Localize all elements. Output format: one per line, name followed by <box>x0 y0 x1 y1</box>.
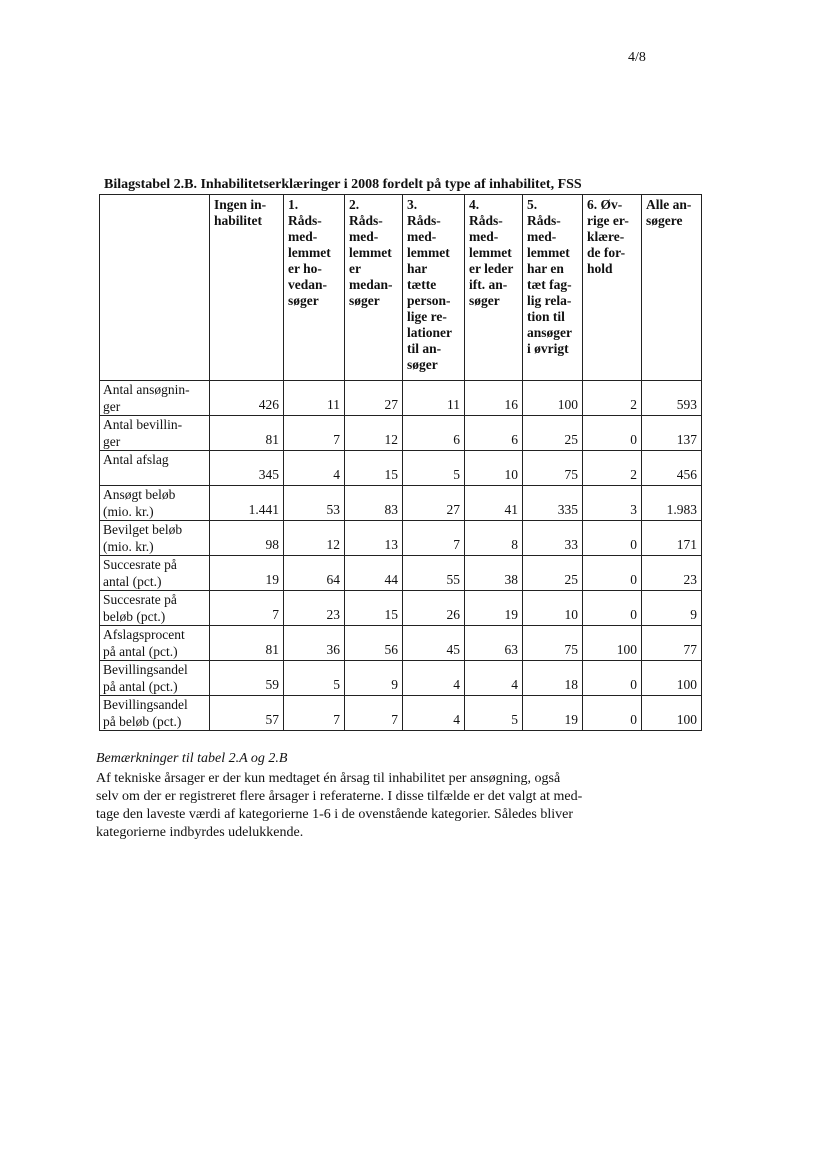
table-cell: 56 <box>345 626 403 661</box>
table-cell: 12 <box>284 521 345 556</box>
row-label: Antal ansøgnin- ger <box>100 381 210 416</box>
table-cell: 53 <box>284 486 345 521</box>
table-cell: 10 <box>523 591 583 626</box>
table-cell: 81 <box>210 626 284 661</box>
table-cell: 26 <box>403 591 465 626</box>
column-header: 1. Råds- med- lemmet er ho- vedan- søger <box>284 195 345 381</box>
table-cell: 4 <box>284 451 345 486</box>
table-cell: 57 <box>210 696 284 731</box>
column-header: 5. Råds- med- lemmet har en tæt fag- lig rela- tion til ansøger i øvrigt <box>523 195 583 381</box>
table-cell: 1.983 <box>642 486 702 521</box>
table-cell: 2 <box>583 451 642 486</box>
table-cell: 3 <box>583 486 642 521</box>
table-cell: 16 <box>465 381 523 416</box>
table-cell: 55 <box>403 556 465 591</box>
table-cell: 18 <box>523 661 583 696</box>
table-cell: 41 <box>465 486 523 521</box>
table-cell: 44 <box>345 556 403 591</box>
table-cell: 13 <box>345 521 403 556</box>
table-cell: 9 <box>345 661 403 696</box>
table-cell: 75 <box>523 626 583 661</box>
table-row <box>100 661 702 696</box>
notes-title: Bemærkninger til tabel 2.A og 2.B <box>96 751 288 766</box>
table-cell: 4 <box>465 661 523 696</box>
table-cell: 11 <box>284 381 345 416</box>
table-cell: 8 <box>465 521 523 556</box>
table-cell: 7 <box>284 416 345 451</box>
table-cell: 6 <box>403 416 465 451</box>
table-cell: 19 <box>523 696 583 731</box>
column-header: 4. Råds- med- lemmet er leder ift. an- søger <box>465 195 523 381</box>
table-cell: 7 <box>284 696 345 731</box>
table-cell: 100 <box>583 626 642 661</box>
corner-cell <box>100 195 210 381</box>
table-cell: 23 <box>642 556 702 591</box>
table-cell: 27 <box>345 381 403 416</box>
table-cell: 100 <box>642 696 702 731</box>
table-cell: 15 <box>345 451 403 486</box>
row-label: Succesrate på beløb (pct.) <box>100 591 210 626</box>
table-row <box>100 556 702 591</box>
table-row <box>100 451 702 486</box>
table-cell: 0 <box>583 591 642 626</box>
table-cell: 4 <box>403 696 465 731</box>
table-cell: 23 <box>284 591 345 626</box>
table-cell: 9 <box>642 591 702 626</box>
table-cell: 7 <box>345 696 403 731</box>
table-cell: 25 <box>523 416 583 451</box>
table-title: Bilagstabel 2.B. Inhabilitetserklæringer i 2008 fordelt på type af inhabilitet, FSS <box>104 177 582 192</box>
page-number: 4/8 <box>628 50 646 65</box>
column-header: 2. Råds- med- lemmet er medan- søger <box>345 195 403 381</box>
table-cell: 10 <box>465 451 523 486</box>
table-row <box>100 626 702 661</box>
notes-body: Af tekniske årsager er der kun medtaget én årsag til inhabilitet per ansøgning, også selv om der er registreret flere årsager i referaterne. I disse tilfælde er det valgt at med- tage den laveste værdi af kategorierne 1-6 i de ovenstående kategorier. Således bliver kategorierne indbyrdes udelukkende. <box>96 771 583 840</box>
table-cell: 5 <box>403 451 465 486</box>
table-cell: 100 <box>642 661 702 696</box>
table-cell: 7 <box>403 521 465 556</box>
notes-section <box>96 750 636 842</box>
table-cell: 27 <box>403 486 465 521</box>
table-cell: 593 <box>642 381 702 416</box>
table-cell: 137 <box>642 416 702 451</box>
table-cell: 12 <box>345 416 403 451</box>
table-cell: 19 <box>210 556 284 591</box>
table-cell: 0 <box>583 661 642 696</box>
table-cell: 36 <box>284 626 345 661</box>
row-label: Afslagsprocent på antal (pct.) <box>100 626 210 661</box>
row-label: Bevillingsandel på beløb (pct.) <box>100 696 210 731</box>
row-label: Ansøgt beløb (mio. kr.) <box>100 486 210 521</box>
table-cell: 6 <box>465 416 523 451</box>
table-cell: 456 <box>642 451 702 486</box>
table-cell: 83 <box>345 486 403 521</box>
table-cell: 171 <box>642 521 702 556</box>
table-cell: 81 <box>210 416 284 451</box>
row-label: Antal afslag <box>100 451 210 486</box>
table-cell: 75 <box>523 451 583 486</box>
table-cell: 335 <box>523 486 583 521</box>
table-cell: 100 <box>523 381 583 416</box>
table-cell: 426 <box>210 381 284 416</box>
table-cell: 4 <box>403 661 465 696</box>
table-row <box>100 486 702 521</box>
table-row <box>100 381 702 416</box>
table-cell: 0 <box>583 416 642 451</box>
table-row <box>100 521 702 556</box>
column-header: Ingen in- habilitet <box>210 195 284 381</box>
row-label: Bevillingsandel på antal (pct.) <box>100 661 210 696</box>
column-header: Alle an- søgere <box>642 195 702 381</box>
table-cell: 0 <box>583 556 642 591</box>
table-cell: 59 <box>210 661 284 696</box>
row-label: Antal bevillin- ger <box>100 416 210 451</box>
table-row <box>100 696 702 731</box>
column-header: 6. Øv- rige er- klære- de for- hold <box>583 195 642 381</box>
header-row <box>100 195 702 381</box>
row-label: Succesrate på antal (pct.) <box>100 556 210 591</box>
table-cell: 5 <box>465 696 523 731</box>
table-cell: 33 <box>523 521 583 556</box>
data-table <box>99 194 702 731</box>
table-cell: 15 <box>345 591 403 626</box>
table-cell: 7 <box>210 591 284 626</box>
table-cell: 77 <box>642 626 702 661</box>
row-label: Bevilget beløb (mio. kr.) <box>100 521 210 556</box>
table-cell: 25 <box>523 556 583 591</box>
table-cell: 45 <box>403 626 465 661</box>
table-cell: 19 <box>465 591 523 626</box>
table-cell: 5 <box>284 661 345 696</box>
column-header: 3. Råds- med- lemmet har tætte person- lige re- lationer til an- søger <box>403 195 465 381</box>
table-cell: 64 <box>284 556 345 591</box>
table-cell: 63 <box>465 626 523 661</box>
table-cell: 1.441 <box>210 486 284 521</box>
table-cell: 11 <box>403 381 465 416</box>
table-row <box>100 416 702 451</box>
table-cell: 0 <box>583 521 642 556</box>
table-cell: 2 <box>583 381 642 416</box>
table-cell: 0 <box>583 696 642 731</box>
table-row <box>100 591 702 626</box>
table-cell: 345 <box>210 451 284 486</box>
table-cell: 38 <box>465 556 523 591</box>
table-cell: 98 <box>210 521 284 556</box>
